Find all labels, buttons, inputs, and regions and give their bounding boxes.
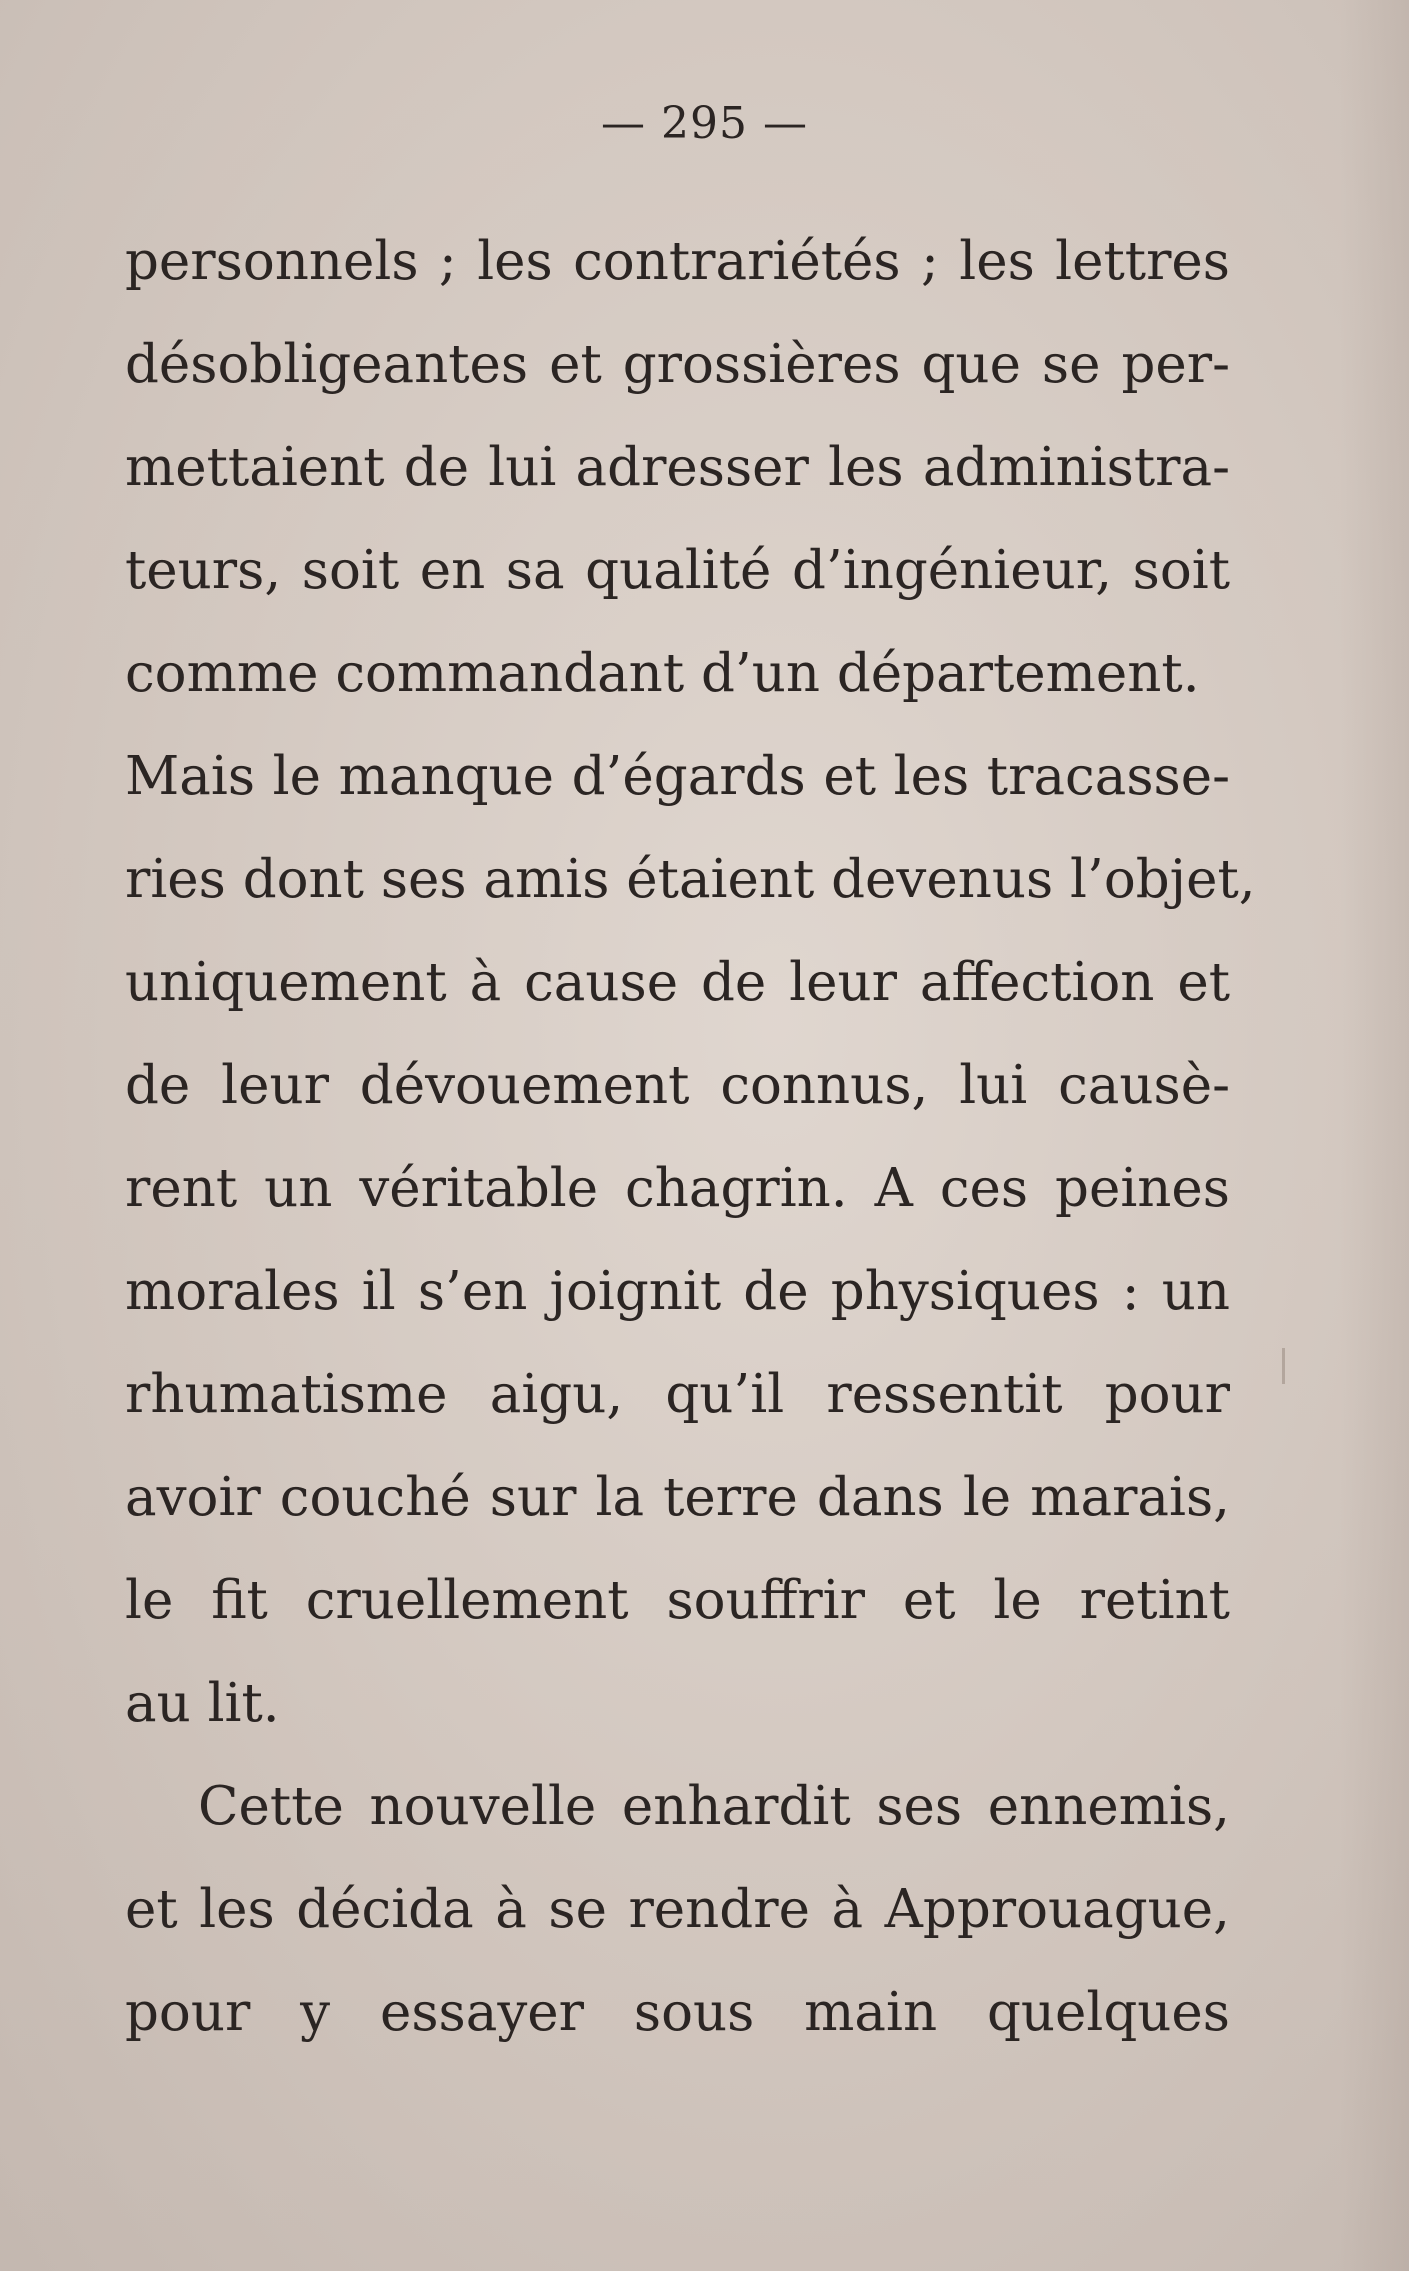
margin-pencil-mark [1282,1348,1285,1384]
text-line: rent un véritable chagrin. A ces peines [125,1158,1230,1219]
paragraph-start-line: Cette nouvelle enhardit ses ennemis, [198,1776,1230,1837]
text-line: le fit cruellement souffrir et le retint [125,1570,1230,1631]
text-line: et les décida à se rendre à Approuague, [125,1879,1230,1940]
text-line: teurs, soit en sa qualité d’ingénieur, soit [125,540,1230,601]
text-line: uniquement à cause de leur affection et [125,952,1230,1013]
text-line: comme commandant d’un département. [125,643,1200,704]
text-line: rhumatisme aigu, qu’il ressentit pour [125,1364,1230,1425]
text-line: au lit. [125,1673,280,1734]
text-line: pour y essayer sous main quelques [125,1982,1230,2043]
text-line: morales il s’en joignit de physiques : un [125,1261,1230,1322]
text-line: Mais le manque d’égards et les tracasse- [125,746,1230,807]
text-line: de leur dévouement connus, lui causè- [125,1055,1230,1116]
text-line: ries dont ses amis étaient devenus l’objet, [125,849,1256,910]
text-line: désobligeantes et grossières que se per- [125,334,1230,395]
text-line: personnels ; les contrariétés ; les lettres [125,231,1230,292]
text-line: avoir couché sur la terre dans le marais, [125,1467,1230,1528]
page-edge-shadow [1339,0,1409,2271]
page-number: — 295 — [601,98,808,149]
body-text [125,210,1256,2064]
text-line: mettaient de lui adresser les administra- [125,437,1230,498]
